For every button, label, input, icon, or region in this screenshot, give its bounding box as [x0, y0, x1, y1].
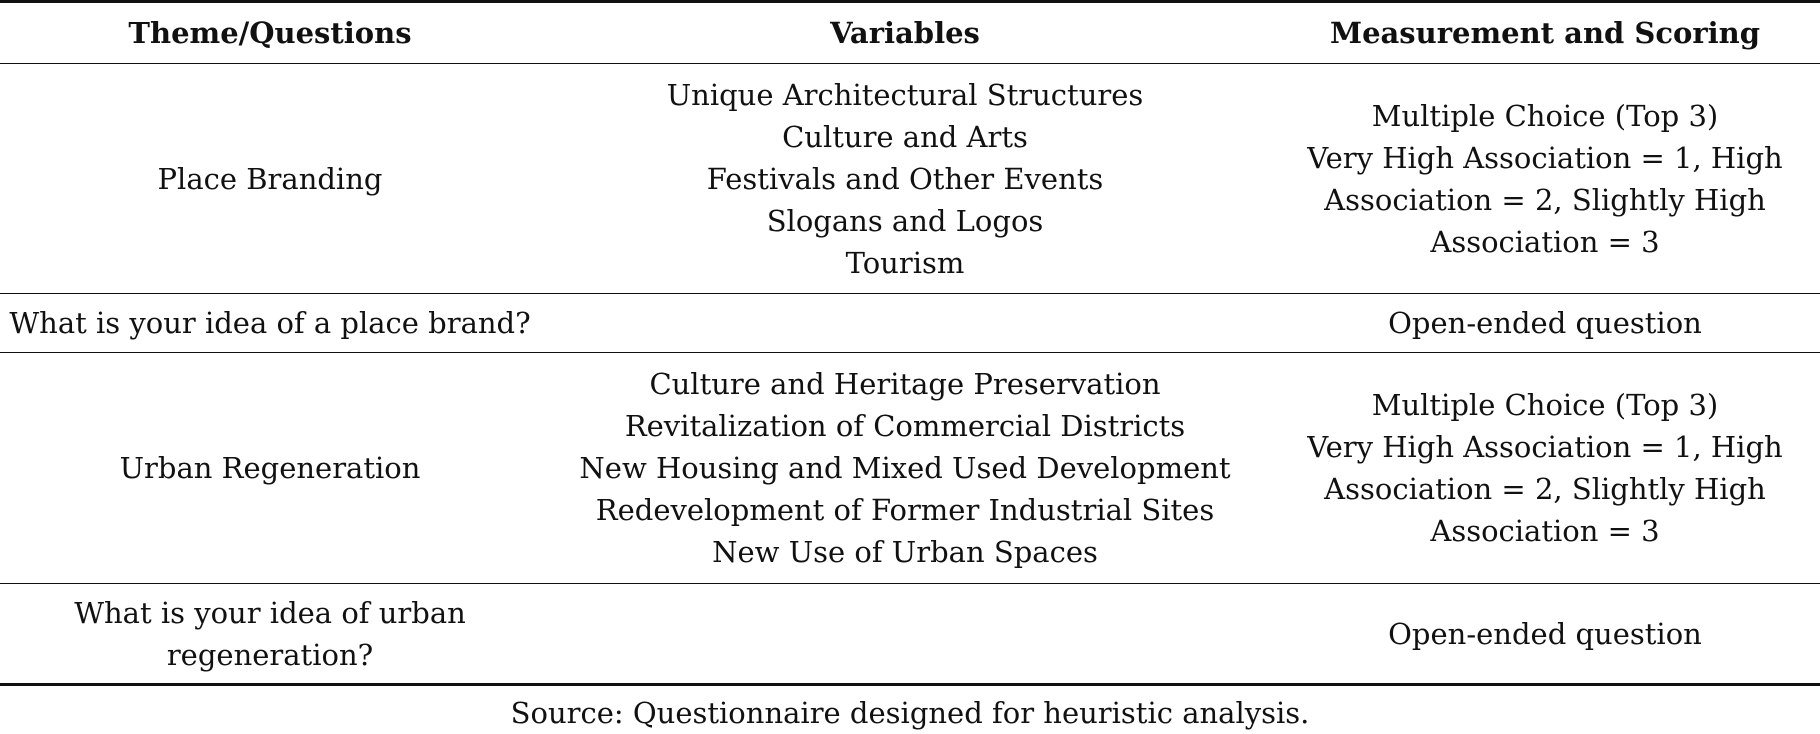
- cell-theme-line: Place Branding: [157, 161, 383, 196]
- variable-item: New Housing and Mixed Used Development: [579, 451, 1231, 485]
- variable-item: Culture and Heritage Preservation: [649, 367, 1161, 401]
- measurement-line: Association = 2, Slightly High: [1324, 182, 1766, 217]
- variable-item: New Use of Urban Spaces: [712, 535, 1098, 569]
- cell-theme-line: What is your idea of urban: [74, 595, 466, 630]
- measurement-line: Open-ended question: [1388, 616, 1702, 651]
- table-row-place-brand-question: [0, 294, 1820, 353]
- measurement-line: Association = 2, Slightly High: [1324, 472, 1766, 506]
- measurement-line: Open-ended question: [1388, 306, 1702, 340]
- table-row-urban-regeneration: [0, 353, 1820, 584]
- cell-theme: [0, 64, 540, 294]
- table-header-row: [0, 2, 1820, 64]
- cell-theme: [0, 584, 540, 685]
- measurement-line: Association = 3: [1430, 514, 1660, 548]
- cell-measurement: [1270, 294, 1820, 353]
- cell-theme: [0, 294, 540, 353]
- cell-variables-empty: [540, 584, 1270, 685]
- cell-theme-line: What is your idea of a place brand?: [9, 306, 531, 340]
- measurement-line: Multiple Choice (Top 3): [1371, 98, 1719, 133]
- cell-variables-empty: [540, 294, 1270, 353]
- cell-measurement: [1270, 64, 1820, 294]
- measurement-line: Very High Association = 1, High: [1307, 140, 1783, 175]
- table-row-urban-regeneration-question: [0, 584, 1820, 685]
- cell-theme-line: Urban Regeneration: [119, 451, 421, 485]
- variable-item: Unique Architectural Structures: [666, 77, 1144, 112]
- cell-measurement: [1270, 584, 1820, 685]
- cell-theme-line: regeneration?: [166, 637, 374, 672]
- header-measurement-scoring: Measurement and Scoring: [1270, 2, 1820, 64]
- measurement-line: Multiple Choice (Top 3): [1371, 388, 1719, 422]
- measurement-line: Association = 3: [1430, 224, 1660, 259]
- variable-item: Culture and Arts: [782, 119, 1028, 154]
- variable-item: Slogans and Logos: [766, 203, 1044, 238]
- cell-measurement: [1270, 353, 1820, 584]
- cell-variables: [540, 353, 1270, 584]
- cell-theme: [0, 353, 540, 584]
- variable-item: Festivals and Other Events: [706, 161, 1104, 196]
- table-row-place-branding: [0, 64, 1820, 294]
- cell-variables: [540, 64, 1270, 294]
- variable-item: Revitalization of Commercial Districts: [624, 409, 1186, 443]
- header-variables: Variables: [540, 2, 1270, 64]
- variable-item: Tourism: [845, 245, 965, 280]
- measurement-line: Very High Association = 1, High: [1307, 430, 1783, 464]
- variable-item: Redevelopment of Former Industrial Sites: [595, 493, 1215, 527]
- table-source-caption: Source: Questionnaire designed for heuristic analysis.: [510, 696, 1310, 730]
- header-theme-questions: Theme/Questions: [0, 2, 540, 64]
